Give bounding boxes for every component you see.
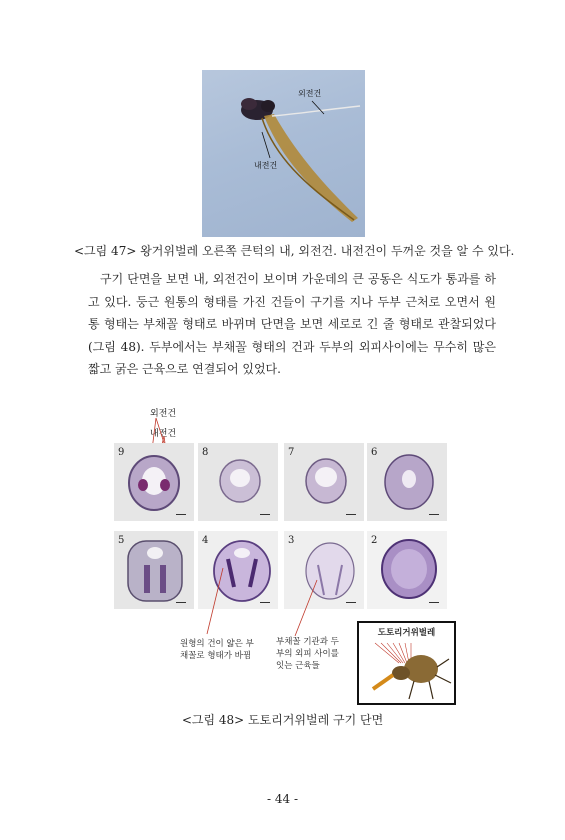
panel-number: 6	[371, 447, 378, 458]
figure-48-caption: <그림 48> 도토리거위벌레 구기 단면	[181, 713, 384, 727]
note-left	[180, 638, 254, 662]
scale-bar	[346, 602, 356, 603]
panel-number: 3	[288, 535, 295, 546]
note-right-line: 부의 외피 사이를	[276, 649, 339, 659]
note-left-line: 원형의 건이 얇은 부	[180, 639, 254, 649]
panel-number: 2	[371, 535, 378, 546]
section-panel-7	[284, 443, 364, 521]
note-left-line: 채꼴로 형태가 바뀜	[180, 651, 252, 661]
note-right-line: 잇는 근육들	[276, 661, 320, 671]
cross-section-image	[367, 443, 447, 521]
cross-section-image	[367, 531, 447, 609]
panel-number: 9	[118, 447, 125, 458]
note-right	[276, 636, 339, 672]
figure-47-photo	[202, 70, 365, 237]
scale-bar	[176, 514, 186, 515]
scale-bar	[429, 514, 439, 515]
cross-section-image	[114, 531, 194, 609]
note-right-line: 부채꼴 기관과 두	[276, 637, 339, 647]
cross-section-image	[198, 443, 278, 521]
cross-section-image	[114, 443, 194, 521]
label-outer-tendon: 외전건	[298, 89, 322, 98]
section-panel-2	[367, 531, 447, 609]
section-panel-6	[367, 443, 447, 521]
mandible-tendon-illustration	[202, 70, 365, 237]
page-number: - 44 -	[266, 792, 298, 806]
section-panel-5	[114, 531, 194, 609]
scale-bar	[429, 602, 439, 603]
acorn-weevil-inset	[357, 621, 456, 705]
fig48-label-inner: 내전건	[150, 429, 177, 439]
panel-number: 8	[202, 447, 209, 458]
body-paragraph	[88, 268, 496, 381]
panel-number: 5	[118, 535, 125, 546]
annotation-lines	[195, 560, 335, 640]
section-panel-8	[198, 443, 278, 521]
panel-number: 4	[202, 535, 209, 546]
label-inner-tendon: 내전건	[254, 161, 278, 170]
cross-section-image	[284, 443, 364, 521]
inset-title: 도토리거위벌레	[377, 628, 436, 638]
fig48-label-outer: 외전건	[150, 409, 177, 419]
scale-bar	[260, 514, 270, 515]
scale-bar	[176, 602, 186, 603]
figure-47-caption: <그림 47> 왕거위벌레 오른쪽 큰턱의 내, 외전건. 내전건이 두꺼운 것을 알 수 있다.	[74, 244, 515, 258]
panel-number: 7	[288, 447, 295, 458]
paragraph-text: 구기 단면을 보면 내, 외전건이 보이며 가운데의 큰 공동은 식도가 통과를 하고 있다. 둥근 원통의 형태를 가진 건들이 구기를 지나 두부 근처로 오면서 원통 형태는 부채꼴 형태로 바뀌며 단면을 보면 세로로 긴 줄 형태로 관찰되었다(그림 48). 두부에서는 부채꼴 형태의 건과 두부의 외피사이에는 무수히 많은 짧고 굵은 근육으로 연결되어 있었다.	[88, 272, 496, 376]
section-panel-9	[114, 443, 194, 521]
scale-bar	[346, 514, 356, 515]
